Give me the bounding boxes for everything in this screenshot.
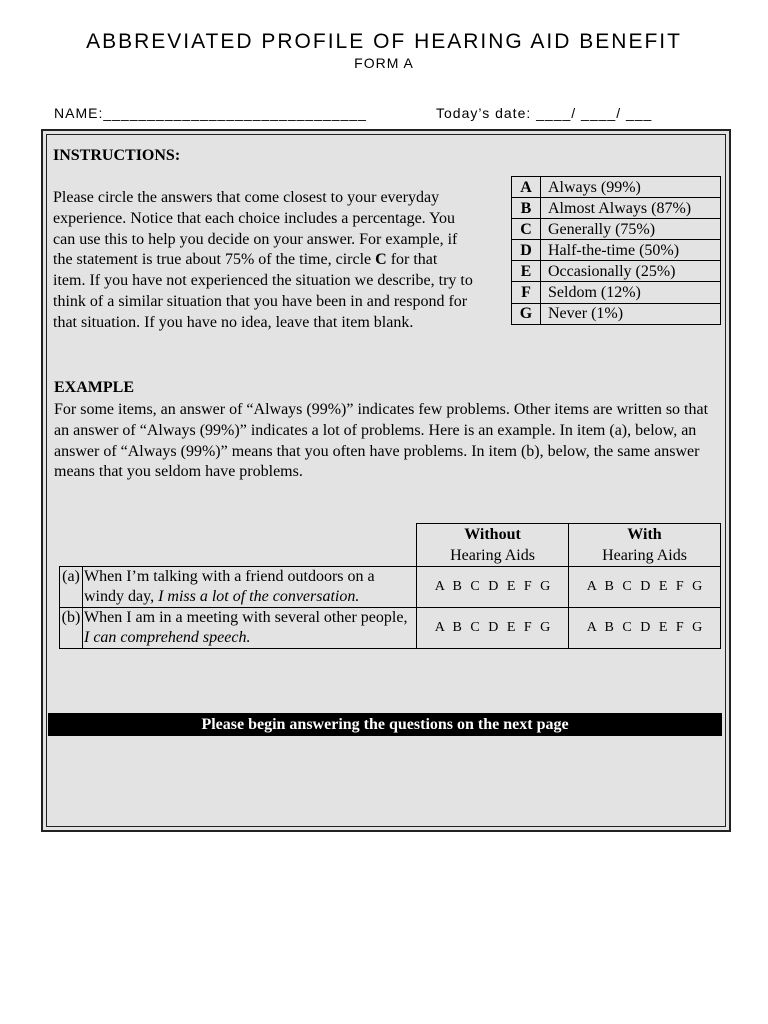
scale-row — [512, 219, 721, 240]
column-header-with-sub: Hearing Aids — [602, 547, 687, 564]
instructions-text-part2: for that item. If you have not experienced the situation we describe, try to think of a similar situation that you have been in and respond for that situation. If you have no idea, leave that item blank. — [53, 251, 473, 331]
example-item-row — [60, 608, 721, 649]
item-text-plain: When I’m talking with a friend outdoors on a windy day, — [84, 568, 375, 605]
column-header-with — [569, 524, 721, 567]
scale-label: Half-the-time (50%) — [541, 240, 721, 261]
scale-label: Generally (75%) — [541, 219, 721, 240]
example-paragraph: For some items, an answer of “Always (99%)” indicates few problems. Other items are written so that an answer of “Always (99%)” indicates a lot of problems. Here is an example. In item (a), below, an answer of “Always (99%)” means that you often have problems. In item (b), below, the same answer means that you seldom have problems. — [54, 401, 709, 481]
scale-row — [512, 198, 721, 219]
item-id: (b) — [60, 608, 83, 649]
item-text-italic: I can comprehend speech. — [84, 629, 251, 646]
item-id: (a) — [60, 567, 83, 608]
scale-label: Never (1%) — [541, 303, 721, 324]
column-header-without-sub: Hearing Aids — [450, 547, 535, 564]
instructions-text-part1: Please circle the answers that come closest to your everyday experience. Notice that each choice includes a percentage. You can use this to help you decide on your answer. For example, if the statement is true about 75% of the time, circle — [53, 189, 458, 269]
scale-letter: B — [512, 198, 541, 219]
scale-letter: G — [512, 303, 541, 324]
scale-letter: F — [512, 282, 541, 303]
example-heading: EXAMPLE — [54, 379, 134, 396]
choices-with[interactable]: A B C D E F G — [569, 567, 721, 608]
response-scale-table — [511, 176, 721, 325]
scale-letter: A — [512, 177, 541, 198]
instructions-heading: INSTRUCTIONS: — [53, 147, 181, 164]
blank-cell — [83, 524, 417, 567]
blank-cell — [60, 524, 83, 567]
next-page-banner: Please begin answering the questions on the next page — [48, 713, 722, 736]
date-field[interactable]: Today’s date: ____/ ____/ ___ — [436, 105, 653, 121]
column-header-without-title: Without — [464, 526, 521, 543]
choices-with[interactable]: A B C D E F G — [569, 608, 721, 649]
scale-row — [512, 240, 721, 261]
scale-label: Occasionally (25%) — [541, 261, 721, 282]
scale-row — [512, 261, 721, 282]
instructions-bold-letter: C — [375, 251, 387, 269]
column-header-without — [417, 524, 569, 567]
example-items-table — [59, 523, 721, 649]
scale-label: Seldom (12%) — [541, 282, 721, 303]
scale-label: Always (99%) — [541, 177, 721, 198]
choices-without[interactable]: A B C D E F G — [417, 567, 569, 608]
choices-without[interactable]: A B C D E F G — [417, 608, 569, 649]
example-item-row — [60, 567, 721, 608]
instructions-text — [53, 188, 473, 334]
scale-letter: D — [512, 240, 541, 261]
scale-letter: C — [512, 219, 541, 240]
column-header-with-title: With — [627, 526, 662, 543]
name-field[interactable]: NAME:______________________________ — [54, 105, 367, 121]
item-text — [83, 608, 417, 649]
scale-label: Almost Always (87%) — [541, 198, 721, 219]
scale-letter: E — [512, 261, 541, 282]
example-text — [54, 400, 719, 483]
item-text-italic: I miss a lot of the conversation. — [158, 588, 360, 605]
item-text — [83, 567, 417, 608]
example-header-row — [60, 524, 721, 567]
scale-row — [512, 282, 721, 303]
scale-row — [512, 303, 721, 324]
form-subtitle: FORM A — [354, 55, 414, 71]
item-text-plain: When I am in a meeting with several other people, — [84, 609, 408, 626]
scale-row — [512, 177, 721, 198]
form-title: ABBREVIATED PROFILE OF HEARING AID BENEFIT — [86, 30, 682, 53]
